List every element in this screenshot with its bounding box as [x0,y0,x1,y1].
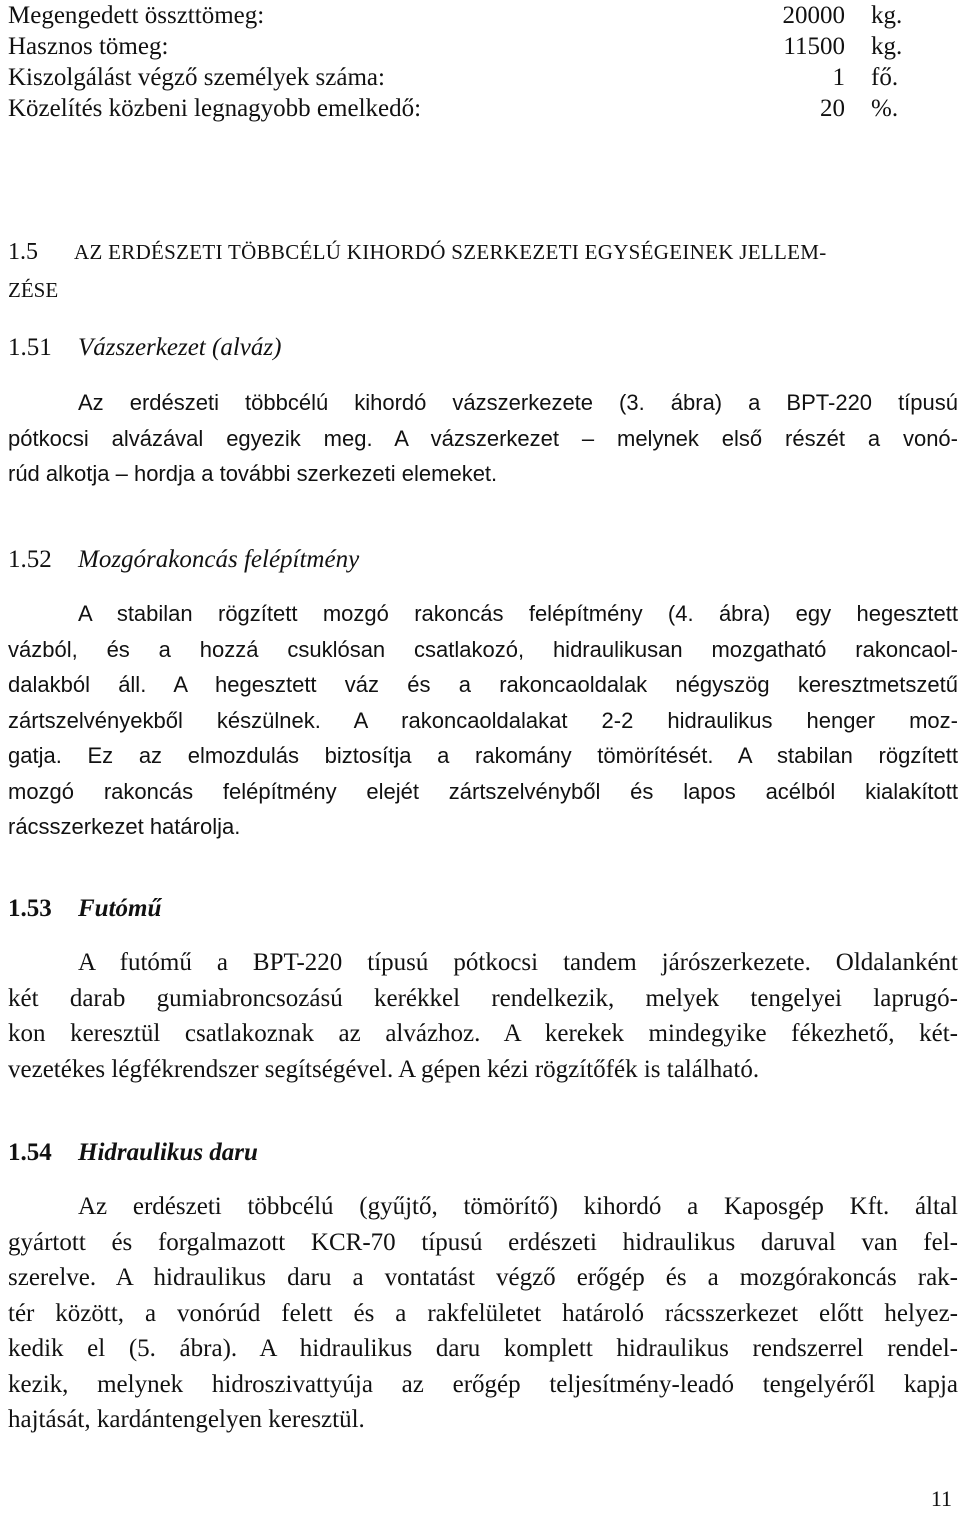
subsection-heading [8,545,359,575]
paragraph-line: gatja. Ez az elmozdulás biztosítja a rakomány tömörítését. A stabilan rögzített [8,743,958,768]
spec-label: Hasznos tömeg: [8,33,169,60]
spec-unit: kg. [871,33,903,60]
spec-label: Közelítés közbeni legnagyobb emelkedő: [8,95,422,122]
subsection-title: Futómű [78,895,162,922]
section-number: 1.5 [8,239,38,265]
paragraph-line: szerelve. A hidraulikus daru a vontatást végző erőgép és a mozgórakoncás rak- [8,1264,958,1291]
spec-unit: %. [871,95,899,122]
paragraph-line: kedik el (5. ábra). A hidraulikus daru komplett hidraulikus rendszerrel rendel- [8,1335,958,1362]
section-title: AZ ERDÉSZETI TÖBBCÉLÚ KIHORDÓ SZERKEZETI EGYSÉGEINEK JELLEM- [74,240,827,264]
paragraph-line: vezetékes légfékrendszer segítségével. A gépen kézi rögzítőfék is található. [8,1055,760,1083]
paragraph [8,385,958,492]
paragraph-line: rácsszerkezet határolja. [8,814,241,839]
paragraph-line: zártszelvényekből készülnek. A rakoncaoldalakat 2-2 hidraulikus henger moz- [8,707,958,733]
paragraph-line: két darab gumiabroncsozású kerékkel rendelkezik, melyek tengelyei laprugó- [8,984,958,1012]
spec-table [8,0,958,124]
subsection-heading [8,333,281,363]
spec-row [8,62,958,93]
spec-unit: kg. [871,2,903,29]
paragraph-line: mozgó rakoncás felépítmény elejét zártszelvényből és lapos acélból kialakított [8,778,958,804]
spec-label: Kiszolgálást végző személyek száma: [8,64,385,91]
paragraph-line: vázból, és a hozzá csuklósan csatlakozó, hidraulikusan mozgatható rakoncaol- [8,636,958,662]
subsection-title: Vázszerkezet (alváz) [78,334,282,361]
paragraph [8,596,958,845]
paragraph [8,945,958,1087]
subsection-title: Hidraulikus daru [78,1139,258,1166]
subsection-number: 1.54 [8,1139,52,1166]
paragraph-line: hajtását, kardántengelyen keresztül. [8,1406,365,1433]
paragraph [8,1189,958,1438]
section-title-continuation: ZÉSE [8,278,59,302]
paragraph-line: kezik, melynek hidroszivattyúja az erőgép teljesítmény-leadó tengelyéről kapja [8,1370,958,1398]
subsection-number: 1.52 [8,546,52,573]
spec-unit: fő. [871,64,899,91]
page-number: 11 [930,1486,952,1511]
paragraph-line: Az erdészeti többcélú kihordó vázszerkezete (3. ábra) a BPT-220 típusú [78,390,958,415]
spec-label: Megengedett összttömeg: [8,2,265,29]
subsection-number: 1.51 [8,334,52,361]
spec-value: 1 [832,64,845,91]
paragraph-line: gyártott és forgalmazott KCR-70 típusú erdészeti hidraulikus daruval van fel- [8,1228,958,1256]
paragraph-line: tér között, a vonórúd felett és a rakfelületet határoló rácsszerkezet előtt helyez- [8,1299,958,1327]
subsection-number: 1.53 [8,895,52,922]
subsection-heading [8,1138,258,1168]
spec-row [8,93,958,124]
subsection-title: Mozgórakoncás felépítmény [78,546,360,573]
spec-value: 11500 [783,33,845,60]
paragraph-line: rúd alkotja – hordja a további szerkezeti elemeket. [8,461,498,486]
paragraph-line: kon keresztül csatlakoznak az alvázhoz. A kerekek mindegyike fékezhető, két- [8,1020,958,1047]
paragraph-line: pótkocsi alvázával egyezik meg. A vázszerkezet – melynek első részét a vonó- [8,425,958,451]
paragraph-line: Az erdészeti többcélú (gyűjtő, tömörítő) kihordó a Kaposgép Kft. által [78,1193,958,1220]
paragraph-line: dalakból áll. A hegesztett váz és a rakoncaoldalak négyszög keresztmetszetű [8,672,958,697]
paragraph-line: A futómű a BPT-220 típusú pótkocsi tandem járószerkezete. Oldalanként [78,949,958,976]
subsection-heading [8,894,161,924]
spec-value: 20000 [782,2,845,29]
paragraph-line: A stabilan rögzített mozgó rakoncás felépítmény (4. ábra) egy hegesztett [78,601,958,626]
spec-value: 20 [820,95,845,122]
spec-row [8,0,958,31]
spec-row [8,31,958,62]
